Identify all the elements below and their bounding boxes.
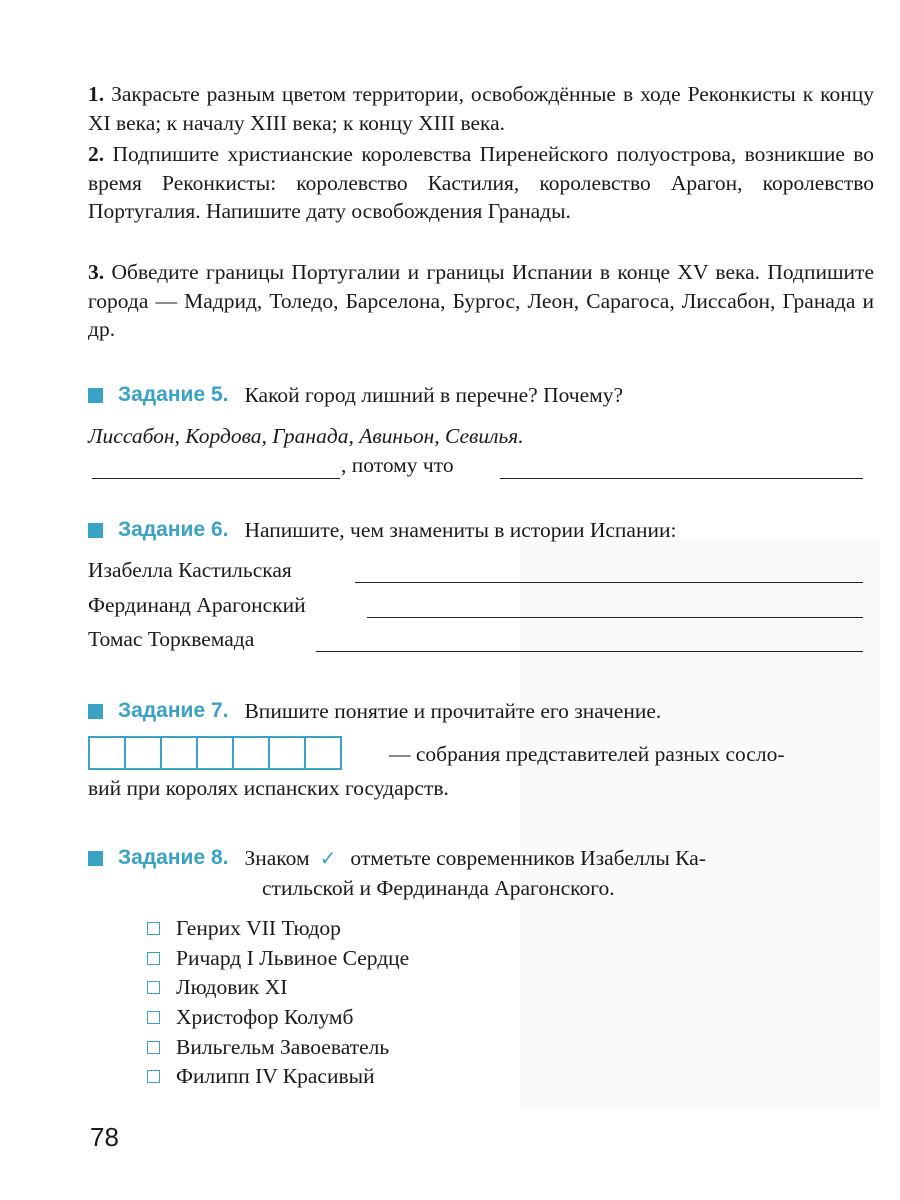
task-7-letter-boxes[interactable] xyxy=(88,736,340,770)
task-6-answer-line-1[interactable] xyxy=(355,582,863,583)
checkmark-icon: ✓ xyxy=(319,846,337,870)
square-bullet-icon xyxy=(88,851,103,866)
checkbox[interactable] xyxy=(147,981,160,994)
task-7-question: Впишите понятие и прочитайте его значение. xyxy=(244,698,662,723)
task-7-definition-line-2: вий при королях испанских государств. xyxy=(88,776,449,800)
checklist-item[interactable] xyxy=(147,973,409,1003)
task-5-title: Задание 5. xyxy=(118,383,229,406)
task-8-question-line-2: стильской и Фердинанда Арагонского. xyxy=(262,876,615,900)
task-8-question-part-2: отметьте современников Изабеллы Ка- xyxy=(350,845,706,870)
checkbox[interactable] xyxy=(147,1011,160,1024)
show-through-shade xyxy=(520,540,880,1110)
square-bullet-icon xyxy=(88,704,103,719)
letter-box[interactable] xyxy=(268,736,306,770)
task-6-answer-line-3[interactable] xyxy=(316,651,863,652)
task-8-header xyxy=(88,843,706,873)
letter-box[interactable] xyxy=(196,736,234,770)
task-6-question: Напишите, чем знамениты в истории Испании: xyxy=(244,517,677,542)
task-8-checklist xyxy=(147,914,409,1092)
checkbox[interactable] xyxy=(147,952,160,965)
instruction-2-text: Подпишите христианские королевства Пиренейского полуострова, возникшие во время Реконкисты: королевство Кастилия, королевство Арагон, королевство Португалия. Напишите дату освобождения Гранады. xyxy=(88,142,875,224)
checklist-label: Ричард I Львиное Сердце xyxy=(176,945,410,970)
task-5-because: , потому что xyxy=(341,453,454,477)
checklist-label: Генрих VII Тюдор xyxy=(176,916,341,941)
task-5-answer-line-2[interactable] xyxy=(500,478,863,479)
task-6-person-3: Томас Торквемада xyxy=(88,627,255,651)
checkbox[interactable] xyxy=(147,922,160,935)
letter-box[interactable] xyxy=(88,736,126,770)
instruction-1: 1. Закрасьте разным цветом территории, освобождённые в ходе Реконкисты к концу XI века; к началу XIII века; к концу XIII века. xyxy=(88,82,874,135)
task-7-definition-line-1: — собрания представителей разных сосло- xyxy=(389,742,785,766)
instruction-2: 2. Подпишите христианские королевства Пиренейского полуострова, возникшие во время Реконкисты: королевство Кастилия, королевство Арагон, королевство Португалия. Напишите дату освобождения Гранады. xyxy=(88,142,875,224)
checklist-item[interactable] xyxy=(147,1003,409,1033)
checkbox[interactable] xyxy=(147,1041,160,1054)
task-6-answer-line-2[interactable] xyxy=(367,617,863,618)
checklist-item[interactable] xyxy=(147,944,409,974)
square-bullet-icon xyxy=(88,388,103,403)
task-6-person-2: Фердинанд Арагонский xyxy=(88,593,306,617)
task-6-title: Задание 6. xyxy=(118,518,229,541)
task-7-header xyxy=(88,696,661,726)
checklist-label: Вильгельм Завоеватель xyxy=(176,1034,390,1059)
checklist-item[interactable] xyxy=(147,1032,409,1062)
page-number: 78 xyxy=(90,1122,119,1152)
letter-box[interactable] xyxy=(160,736,198,770)
task-5-cities: Лиссабон, Кордова, Гранада, Авиньон, Севилья. xyxy=(88,424,524,448)
checklist-item[interactable] xyxy=(147,914,409,944)
instruction-1-text: Закрасьте разным цветом территории, освобождённые в ходе Реконкисты к концу XI века; к началу XIII века; к концу XIII века. xyxy=(88,82,874,135)
task-5-question: Какой город лишний в перечне? Почему? xyxy=(244,382,624,407)
letter-box[interactable] xyxy=(232,736,270,770)
square-bullet-icon xyxy=(88,523,103,538)
task-6-person-1: Изабелла Кастильская xyxy=(88,558,292,582)
task-5-answer-line-1[interactable] xyxy=(92,478,340,479)
instruction-3-text: Обведите границы Португалии и границы Испании в конце XV века. Подпишите города — Мадрид, Толедо, Барселона, Бургос, Леон, Сарагоса, Лиссабон, Гранада и др. xyxy=(88,260,875,342)
letter-box[interactable] xyxy=(304,736,342,770)
task-8-question-part-1: Знаком xyxy=(244,845,310,870)
checklist-label: Людовик XI xyxy=(176,975,288,1000)
task-8-title: Задание 8. xyxy=(118,846,229,869)
checklist-item[interactable] xyxy=(147,1062,409,1092)
task-6-header xyxy=(88,515,676,545)
checklist-label: Филипп IV Красивый xyxy=(176,1064,375,1089)
task-5-header xyxy=(88,380,623,410)
task-7-title: Задание 7. xyxy=(118,699,229,722)
instruction-3: 3. Обведите границы Португалии и границы Испании в конце XV века. Подпишите города — Мадрид, Толедо, Барселона, Бургос, Леон, Сарагоса, Лиссабон, Гранада и др. xyxy=(88,260,875,342)
checklist-label: Христофор Колумб xyxy=(176,1005,354,1030)
letter-box[interactable] xyxy=(124,736,162,770)
checkbox[interactable] xyxy=(147,1070,160,1083)
